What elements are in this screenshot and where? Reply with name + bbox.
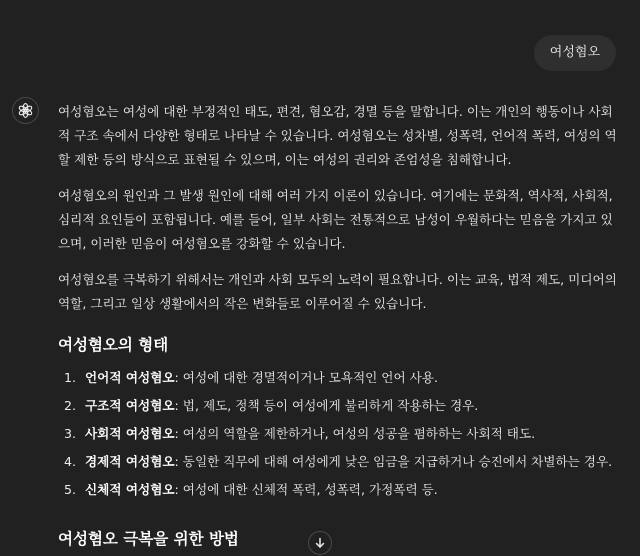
list-item [58,422,620,446]
answer-paragraph-1: 여성혐오는 여성에 대한 부정적인 태도, 편견, 혐오감, 경멸 등을 말합니다. 이는 개인의 행동이나 사회적 구조 속에서 다양한 형태로 나타날 수 있습니다. 여성혐오는 성차별, 성폭력, 언어적 폭력, 여성의 역할 제한 등의 방식으로 표현될 수 있으며, 이는 여성의 권리와 존엄성을 침해합니다. [58,104,617,167]
arrow-down-icon [314,537,326,549]
list-item-number: 2. [64,398,77,413]
list-item-number: 4. [64,454,77,469]
section-heading-overcome: 여성혐오 극복을 위한 방법 [58,530,239,548]
forms-list [58,366,620,502]
list-item-desc: : 법, 제도, 정책 등이 여성에게 불리하게 작용하는 경우. [174,398,479,413]
list-item-desc: : 동일한 직무에 대해 여성에게 낮은 임금을 지급하거나 승진에서 차별하는 경우. [174,454,613,469]
list-item-desc: : 여성에 대한 경멸적이거나 모욕적인 언어 사용. [174,370,438,385]
list-item [58,394,620,418]
openai-logo-icon [12,97,39,124]
answer-paragraph-2: 여성혐오의 원인과 그 발생 원인에 대해 여러 가지 이론이 있습니다. 여기에는 문화적, 역사적, 사회적, 심리적 요인들이 포함됩니다. 예를 들어, 일부 사회는 전통적으로 남성이 우월하다는 믿음을 가지고 있으며, 이러한 믿음이 여성혐오를 강화할 수 있습니다. [58,188,613,251]
user-message-bubble: 여성혐오 [534,35,616,71]
answer-paragraph-3: 여성혐오를 극복하기 위해서는 개인과 사회 모두의 노력이 필요합니다. 이는 교육, 법적 제도, 미디어의 역할, 그리고 일상 생활에서의 작은 변화들로 이루어질 수 있습니다. [58,272,617,311]
list-item [58,366,620,390]
list-item-term: 신체적 여성혐오 [85,482,175,497]
list-item-term: 경제적 여성혐오 [85,454,175,469]
list-item-number: 3. [64,426,77,441]
list-item-term: 언어적 여성혐오 [85,370,175,385]
list-item-term: 구조적 여성혐오 [85,398,175,413]
list-item [58,478,620,502]
list-item-desc: : 여성에 대한 신체적 폭력, 성폭력, 가정폭력 등. [174,482,438,497]
list-item-number: 1. [64,370,77,385]
assistant-message [58,100,620,506]
list-item [58,450,620,474]
list-item-term: 사회적 여성혐오 [85,426,175,441]
list-item-desc: : 여성의 역할을 제한하거나, 여성의 성공을 폄하하는 사회적 태도. [174,426,536,441]
list-item-number: 5. [64,482,77,497]
section-heading-forms: 여성혐오의 형태 [58,336,169,354]
scroll-to-bottom-button[interactable] [308,531,332,555]
